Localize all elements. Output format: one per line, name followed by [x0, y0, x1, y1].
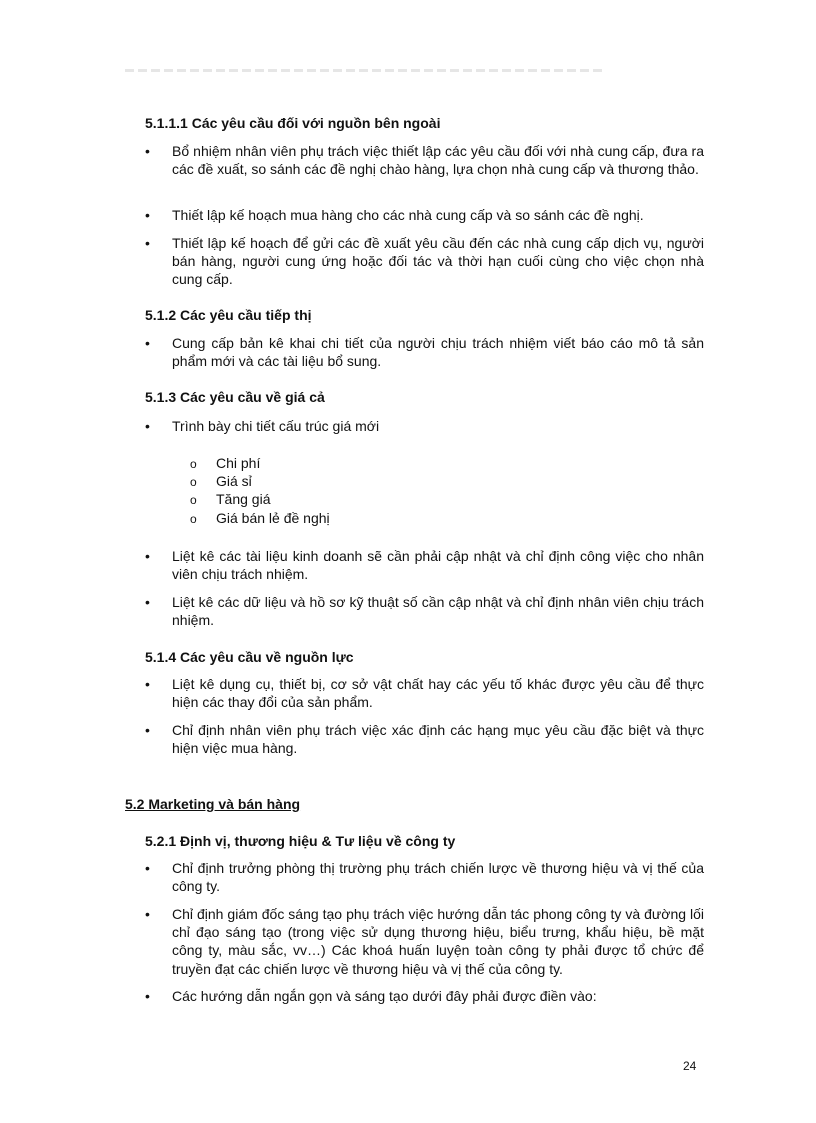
circle-bullet-icon: o: [190, 493, 197, 507]
heading-5-1-3: 5.1.3 Các yêu cầu về giá cả: [145, 389, 325, 405]
bullet-icon: •: [145, 906, 150, 922]
bullet-icon: •: [145, 860, 150, 876]
sub-list-item-text: Giá sỉ: [216, 473, 252, 489]
sub-list-item: [190, 509, 330, 528]
bullet-icon: •: [145, 548, 150, 564]
list-item: [145, 905, 705, 979]
sub-list-item: [190, 490, 270, 509]
bullet-icon: •: [145, 207, 150, 223]
list-item: [145, 593, 705, 631]
heading-5-1-1-1: 5.1.1.1 Các yêu cầu đối với nguồn bên ngoài: [145, 115, 441, 131]
list-item: [145, 987, 705, 1007]
page-number: 24: [683, 1059, 697, 1073]
list-item-text: Chỉ định giám đốc sáng tạo phụ trách việc hướng dẫn tác phong công ty và đường lối chỉ đạo sáng tạo (trong việc sử dụng thương hiệu, biểu trưng, khẩu hiệu, bề mặt công ty, màu sắc, vv…) Các khoá huấn luyện toàn công ty phải được tổ chức để truyền đạt các chiến lược về thương hiệu và vị thế của công ty.: [172, 906, 704, 977]
sub-list-item-text: Tăng giá: [216, 491, 271, 507]
list-item: [145, 417, 705, 437]
circle-bullet-icon: o: [190, 457, 197, 471]
list-item-text: Trình bày chi tiết cấu trúc giá mới: [172, 418, 380, 434]
sub-list-item-text: Giá bán lẻ đề nghị: [216, 510, 330, 526]
list-item: [145, 721, 705, 759]
sub-list-item: [190, 472, 252, 491]
circle-bullet-icon: o: [190, 475, 197, 489]
list-item-text: Liệt kê các tài liệu kinh doanh sẽ cần phải cập nhật và chỉ định công việc cho nhân viên chịu trách nhiệm.: [172, 548, 704, 583]
list-item: [145, 142, 705, 198]
list-item-text: Các hướng dẫn ngắn gọn và sáng tạo dưới đây phải được điền vào:: [172, 988, 597, 1004]
heading-5-1-4: 5.1.4 Các yêu cầu về nguồn lực: [145, 649, 354, 665]
list-item-text: Thiết lập kế hoạch để gửi các đề xuất yêu cầu đến các nhà cung cấp dịch vụ, người bán hàng, người cung ứng hoặc đối tác và thời hạn cuối cùng cho việc chọn nhà cung cấp.: [172, 235, 704, 288]
list-item: [145, 675, 705, 713]
heading-5-2-1: 5.2.1 Định vị, thương hiệu & Tư liệu về công ty: [145, 833, 456, 849]
circle-bullet-icon: o: [190, 512, 197, 526]
bullet-icon: •: [145, 988, 150, 1004]
list-item: [145, 547, 705, 585]
list-item-text: Cung cấp bản kê khai chi tiết của người chịu trách nhiệm viết báo cáo mô tả sản phẩm mới và các tài liệu bổ sung.: [172, 335, 704, 370]
sub-list-item: [190, 454, 260, 473]
heading-5-1-2: 5.1.2 Các yêu cầu tiếp thị: [145, 307, 312, 323]
list-item-text: Bổ nhiệm nhân viên phụ trách việc thiết lập các yêu cầu đối với nhà cung cấp, đưa ra các đề xuất, so sánh các đề nghị chào hàng, lựa chọn nhà cung cấp và thương thảo.: [172, 143, 704, 178]
bullet-icon: •: [145, 235, 150, 251]
bullet-icon: •: [145, 418, 150, 434]
list-item: [145, 234, 705, 290]
section-heading-5-2: 5.2 Marketing và bán hàng: [125, 796, 301, 812]
list-item: [145, 206, 705, 226]
bullet-icon: •: [145, 722, 150, 738]
faint-header-rule: [125, 69, 605, 72]
list-item-text: Liệt kê dụng cụ, thiết bị, cơ sở vật chất hay các yếu tố khác được yêu cầu để thực hiện các thay đổi của sản phẩm.: [172, 676, 704, 711]
list-item-text: Liệt kê các dữ liệu và hồ sơ kỹ thuật số cần cập nhật và chỉ định nhân viên chịu trách nhiệm.: [172, 594, 704, 629]
bullet-icon: •: [145, 335, 150, 351]
list-item: [145, 859, 705, 897]
sub-list-item-text: Chi phí: [216, 455, 261, 471]
bullet-icon: •: [145, 594, 150, 610]
list-item-text: Thiết lập kế hoạch mua hàng cho các nhà cung cấp và so sánh các đề nghị.: [172, 207, 644, 223]
list-item-text: Chỉ định trưởng phòng thị trường phụ trách chiến lược về thương hiệu và vị thế của công ty.: [172, 860, 704, 895]
list-item-text: Chỉ định nhân viên phụ trách việc xác định các hạng mục yêu cầu đặc biệt và thực hiện việc mua hàng.: [172, 722, 704, 757]
bullet-icon: •: [145, 143, 150, 159]
list-item: [145, 334, 705, 372]
bullet-icon: •: [145, 676, 150, 692]
